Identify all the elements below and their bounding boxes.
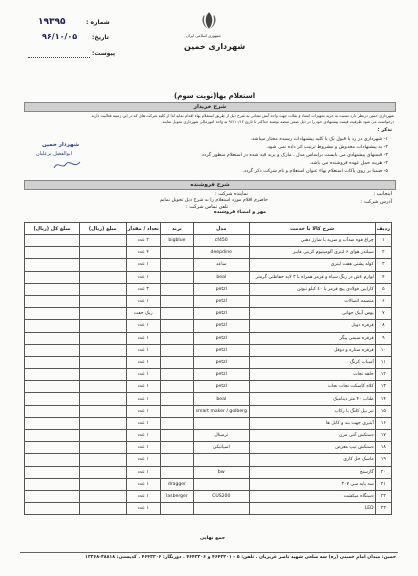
table-cell: ۱ عدد	[126, 295, 160, 307]
buyer-intro-1: شهرداری خمین درنظر دارد نسبت به خرید تجهیزات اسناد و نقلات جهت واحد آتش نشانی به شرح ذیل از طریق استعلام بهاء اقدام نماید لذا از کلیه شرکت های که در این زمینه فعالیت دارند	[91, 113, 394, 118]
table-cell	[25, 369, 80, 381]
note-3: ۳- قیمتهای پیشنهادی می بایست براساس مدل ، مارک و برند قید شده در استعلام منظور گردد.	[200, 153, 388, 158]
table-header-cell: مبلغ (ریال)	[79, 223, 126, 235]
table-cell	[160, 308, 193, 320]
table-cell: beal	[193, 393, 249, 405]
table-row	[25, 405, 392, 417]
iran-emblem-icon	[198, 10, 220, 32]
table-cell: سیلندر هوای ۶ لیتری آلومینیوم کربنی فایبر	[249, 247, 375, 259]
table-cell: lasberger	[160, 490, 193, 502]
table-cell: ۱ عدد	[126, 478, 160, 490]
table-row	[25, 295, 392, 307]
table-cell	[25, 503, 80, 515]
table-row	[25, 490, 392, 502]
table-cell	[25, 295, 80, 307]
table-cell	[25, 356, 80, 368]
table-cell: petzl	[193, 344, 249, 356]
table-cell: petzl	[193, 381, 249, 393]
table-cell	[79, 369, 126, 381]
company-label: اینجانب :	[373, 191, 392, 197]
table-cell: ۱ عدد	[126, 356, 160, 368]
table-cell	[25, 308, 80, 320]
buyer-intro-2: درخواست می شود ظرفیت قیمت پیشنهادی خود را در ذیل ضمن منضه نوشته حداکثر تا تاریخ ۹۶/۱۰/۱۲ به واحد امورمالی شهرداری تحویل نمایند.	[161, 119, 394, 124]
table-cell	[160, 332, 193, 344]
items-table	[24, 222, 392, 515]
table-row	[25, 320, 392, 332]
table-cell: ۱۸	[375, 442, 391, 454]
table-cell: ۱۳	[375, 381, 391, 393]
table-cell	[79, 271, 126, 283]
table-row	[25, 308, 392, 320]
table-cell: ۹	[375, 332, 391, 344]
table-cell	[193, 478, 249, 490]
note-label: تذکر :	[377, 127, 392, 133]
table-cell: ۳	[375, 259, 391, 271]
table-row	[25, 430, 392, 442]
table-cell: bw	[193, 466, 249, 478]
table-cell: ۲۰	[375, 466, 391, 478]
table-cell	[160, 369, 193, 381]
table-cell: smart maker / golberg	[193, 405, 249, 417]
table-cell	[25, 393, 80, 405]
table-cell	[160, 320, 193, 332]
table-cell: ۱۶	[375, 417, 391, 429]
table-cell: کوله پشتی هفت لیتری	[249, 259, 375, 271]
number-label: شماره :	[86, 19, 110, 26]
table-cell	[79, 308, 126, 320]
table-cell	[160, 466, 193, 478]
table-cell	[79, 417, 126, 429]
table-cell	[79, 283, 126, 295]
table-cell	[79, 295, 126, 307]
table-header-cell: تعداد / مقدار	[126, 223, 160, 235]
table-cell	[25, 283, 80, 295]
table-cell	[160, 356, 193, 368]
table-row	[25, 478, 392, 490]
table-cell	[79, 478, 126, 490]
table-cell	[25, 381, 80, 393]
footer-line	[20, 552, 398, 553]
table-cell	[193, 503, 249, 515]
table-row	[25, 259, 392, 271]
table-cell	[25, 466, 80, 478]
table-cell: طناب ۴۰ متر دینامیک	[249, 393, 375, 405]
table-cell	[79, 503, 126, 515]
table-cell	[25, 430, 80, 442]
table-cell: ۸	[375, 320, 391, 332]
table-cell: گازسنج	[249, 466, 375, 478]
date-value: ۹۶/۱۰/۰۵	[42, 32, 78, 41]
table-cell	[79, 405, 126, 417]
table-row	[25, 466, 392, 478]
table-cell: ۱ عدد	[126, 381, 160, 393]
table-cell	[25, 235, 80, 247]
table-cell: bigblue	[160, 235, 193, 247]
table-cell: ۲۲	[375, 490, 391, 502]
table-cell	[25, 478, 80, 490]
table-cell	[79, 381, 126, 393]
table-cell	[160, 454, 193, 466]
rep-label: نماینده شرکت :	[214, 191, 248, 197]
table-cell: لوازم ٤ش در رنگ سیاه و قرمز همراه با ۳ لایه حفاظتی گرمتر	[249, 271, 375, 283]
table-cell: ۱ عدد	[126, 259, 160, 271]
table-row	[25, 247, 392, 259]
table-cell	[79, 442, 126, 454]
dotted-line	[28, 57, 90, 58]
table-cell	[25, 320, 80, 332]
table-cell: سه پایه سی ۳۰۷	[249, 478, 375, 490]
table-cell: ۴	[375, 271, 391, 283]
table-cell: LED	[249, 503, 375, 515]
note-1: ۱- شهرداری در رد یا قبول یک یا کلیه پیشنهادات رسیده مختار میباشد.	[250, 137, 388, 142]
table-cell: cf450	[193, 235, 249, 247]
table-cell	[25, 442, 80, 454]
table-cell	[160, 271, 193, 283]
table-cell: ۱۷	[375, 430, 391, 442]
table-row	[25, 393, 392, 405]
table-cell: ۱۱	[375, 356, 391, 368]
table-cell: دستگاه میکشت	[249, 490, 375, 502]
table-cell: ۱ عدد	[126, 369, 160, 381]
org-line-1: جمهوری اسلامی ایران	[186, 33, 222, 38]
table-cell: ۱ عدد	[126, 393, 160, 405]
table-cell	[25, 490, 80, 502]
table-cell: ۵	[375, 283, 391, 295]
table-cell: ۲ عدد	[126, 235, 160, 247]
table-cell: دستکش تیپ معرض	[249, 442, 375, 454]
table-row	[25, 381, 392, 393]
table-row	[25, 503, 392, 515]
table-cell: ۱ عدد	[126, 430, 160, 442]
buyer-section-band: شرح خریدار	[24, 102, 396, 112]
table-cell: ۶	[375, 295, 391, 307]
table-row	[25, 442, 392, 454]
table-cell	[79, 332, 126, 344]
table-cell: کارابین فولادی پیچ قرمز با ٤۰ کیلو نیوتن	[249, 283, 375, 295]
table-cell: ۱ عدد	[126, 320, 160, 332]
table-cell	[25, 454, 80, 466]
table-cell: ۲	[375, 247, 391, 259]
table-cell: ۱ عدد	[126, 490, 160, 502]
table-cell: ۱	[375, 235, 391, 247]
table-cell	[79, 454, 126, 466]
table-cell: petzl	[193, 283, 249, 295]
table-cell: قرقره دوبل	[249, 320, 375, 332]
table-cell: petzl	[193, 308, 249, 320]
table-cell	[160, 283, 193, 295]
table-header-cell: شرح کالا یا خدمت	[249, 223, 375, 235]
table-cell: dragger	[160, 478, 193, 490]
table-cell	[79, 490, 126, 502]
table-cell: petzl	[193, 320, 249, 332]
table-cell: ۳ عدد	[126, 283, 160, 295]
table-cell	[160, 344, 193, 356]
ready-text: حاضرم اقلام مورد استعلام را به شرح ذیل تحویل نمایم	[159, 198, 268, 203]
table-row	[25, 356, 392, 368]
note-2: ۲- به پیشنهادات مخدوش و مشروط ترتیب اثر داده نمی شود.	[266, 145, 388, 150]
table-cell: ۱ عدد	[126, 344, 160, 356]
table-cell: آسیاب کرنگ	[249, 356, 375, 368]
table-header-cell: ردیف	[375, 223, 391, 235]
table-cell	[160, 381, 193, 393]
table-cell: حلقه نجات	[249, 369, 375, 381]
org-line-2: شهرداری خمین	[184, 42, 246, 51]
table-cell	[79, 430, 126, 442]
table-row	[25, 332, 392, 344]
table-row	[25, 369, 392, 381]
table-cell: ۷	[375, 308, 391, 320]
table-header-row	[25, 223, 392, 235]
date-label: تاریخ:	[92, 34, 109, 41]
table-row	[25, 235, 392, 247]
table-cell	[160, 405, 193, 417]
table-cell	[25, 344, 80, 356]
table-cell	[160, 430, 193, 442]
seller-stamp-text: مهر و امضاء فروشنده	[213, 210, 266, 215]
handwritten-signature	[52, 158, 82, 172]
table-cell	[25, 247, 80, 259]
table-cell	[193, 454, 249, 466]
table-cell: ۱۹	[375, 454, 391, 466]
table-cell: تبر بیل کلنگ با رکاب	[249, 405, 375, 417]
table-cell	[25, 332, 80, 344]
seller-section-band: شرح فروشنده	[24, 180, 396, 190]
table-cell: چراغ قوه ضدآب و ضربه با شارژ دهنی	[249, 235, 375, 247]
table-cell: CUS200	[193, 490, 249, 502]
table-cell: ریک جفت	[126, 308, 160, 320]
attachment-label: پیوست:	[92, 50, 116, 57]
table-cell: ۱ عدد	[126, 417, 160, 429]
table-cell: ۱ عدد	[126, 503, 160, 515]
table-cell: ساعد	[193, 259, 249, 271]
table-cell	[79, 344, 126, 356]
table-cell	[160, 442, 193, 454]
table-cell: ۴ عدد	[126, 247, 160, 259]
address-label: آدرس شرکت :	[360, 199, 392, 205]
table-cell: ۱۵	[375, 405, 391, 417]
table-cell: قرقره سیمی پیگر	[249, 332, 375, 344]
table-cell: ماسک حل کاری	[249, 454, 375, 466]
table-cell	[79, 356, 126, 368]
signature-title: شهردار خمین	[42, 142, 80, 148]
table-cell: beal	[193, 271, 249, 283]
note-4: ۴- هزینه حمل عهده فروشنده می باشد.	[309, 161, 388, 166]
table-cell: petzl	[193, 332, 249, 344]
table-cell: ۱ عدد	[126, 271, 160, 283]
table-cell: اسپاتیکی	[193, 442, 249, 454]
document-title: استعلام بها(نوبت سوم)	[174, 92, 256, 100]
table-cell: ۲۱	[375, 478, 391, 490]
table-cell: ۱ عدد	[126, 405, 160, 417]
table-cell: ۱۴	[375, 393, 391, 405]
table-cell: ۲۳	[375, 503, 391, 515]
total-label: جمع نهایی	[200, 536, 226, 541]
table-cell: petzl	[193, 295, 249, 307]
table-cell: petzl	[193, 369, 249, 381]
table-cell	[160, 259, 193, 271]
table-cell	[160, 247, 193, 259]
table-header-cell: مبلغ کل (ریال)	[25, 223, 80, 235]
table-cell	[79, 393, 126, 405]
table-cell	[160, 417, 193, 429]
table-cell: دستکش آنتی مزن	[249, 430, 375, 442]
table-cell	[160, 295, 193, 307]
table-cell	[25, 271, 80, 283]
table-cell: منضمه اتصالات	[249, 295, 375, 307]
table-cell	[25, 259, 80, 271]
table-cell	[79, 235, 126, 247]
table-cell: ترمینال	[193, 430, 249, 442]
table-cell	[160, 393, 193, 405]
table-cell: ۱۲	[375, 369, 391, 381]
note-5: ۵- ضمنا بر روی پاکات استعلام بهاء عنوان استعلام و نام شرکت ذکر گردد.	[242, 169, 388, 174]
phone-label: تلفن تماس شرکت :	[186, 204, 228, 210]
table-row	[25, 417, 392, 429]
table-row	[25, 271, 392, 283]
table-cell: petzl	[193, 356, 249, 368]
table-cell: آبتیری جهت بند و کابل ها	[249, 417, 375, 429]
table-cell	[25, 417, 80, 429]
footer-address: خمین: میدان امام خمینی (ره) سه ضلعی شهید ناصر عزیزیان . تلفن: ۵ - ۴۶۴۳۳۰۱ و ۴۶۴۳۳۰۶ . دورنگار: ۴۶۴۳۳۰۶ . کدپستی: ۳۸۸۱۸-۱۳۳۶۸	[85, 555, 396, 560]
table-cell	[25, 405, 80, 417]
table-cell: ۱ عدد	[126, 332, 160, 344]
table-cell	[79, 259, 126, 271]
table-header-cell: برند	[160, 223, 193, 235]
table-cell: ۱ عدد	[126, 454, 160, 466]
table-cell: ۱ عدد	[126, 442, 160, 454]
table-cell	[79, 466, 126, 478]
number-value: ۱۹۳۹۵	[38, 17, 66, 27]
table-header-cell: مدل	[193, 223, 249, 235]
table-row	[25, 454, 392, 466]
table-cell: deepdine	[193, 247, 249, 259]
table-cell: پوس آیبک جهانی	[249, 308, 375, 320]
table-cell: ۱ عدد	[126, 466, 160, 478]
table-cell	[79, 320, 126, 332]
table-cell	[160, 503, 193, 515]
table-row	[25, 344, 392, 356]
table-cell	[193, 417, 249, 429]
table-cell: کلاه کاسکت نجات نجات	[249, 381, 375, 393]
table-cell: ۱۰	[375, 344, 391, 356]
table-cell: قرقره ستاره و دوقل	[249, 344, 375, 356]
table-row	[25, 283, 392, 295]
table-cell	[79, 247, 126, 259]
signature-name: ابوالفضل بزعلیان	[36, 151, 73, 157]
